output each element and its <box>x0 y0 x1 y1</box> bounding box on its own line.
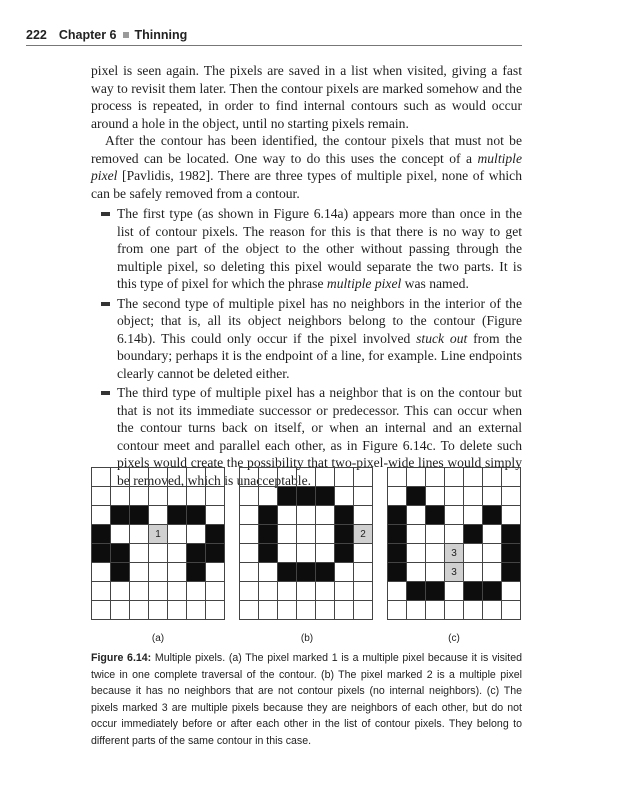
background-pixel <box>483 601 502 620</box>
background-pixel <box>445 601 464 620</box>
background-pixel <box>168 582 187 601</box>
marked-pixel: 3 <box>445 563 464 582</box>
figure-label-a: (a) <box>151 633 165 644</box>
background-pixel <box>354 601 373 620</box>
object-pixel <box>259 506 278 525</box>
background-pixel <box>316 582 335 601</box>
background-pixel <box>187 582 206 601</box>
running-header <box>26 28 522 42</box>
background-pixel <box>92 563 111 582</box>
background-pixel <box>388 582 407 601</box>
object-pixel <box>426 582 445 601</box>
background-pixel <box>149 468 168 487</box>
background-pixel <box>130 582 149 601</box>
background-pixel <box>407 525 426 544</box>
background-pixel <box>388 487 407 506</box>
background-pixel <box>149 601 168 620</box>
background-pixel <box>297 468 316 487</box>
figure-caption <box>91 650 522 749</box>
background-pixel <box>259 601 278 620</box>
background-pixel <box>130 468 149 487</box>
list-item: The second type of multiple pixel has no neighbors in the interior of the object; that is, all its object neighbors belong to the contour (Figure 6.14b). This could only occur if the pixel involved stuck out from the boundary; perhaps it is the endpoint of a line, for example. Line endpoints clearly cannot be deleted either. <box>91 295 522 383</box>
object-pixel <box>259 544 278 563</box>
background-pixel <box>445 468 464 487</box>
background-pixel <box>426 468 445 487</box>
caption-text: Multiple pixels. (a) The pixel marked 1 is a multiple pixel because it is visited twice in one complete traversal of the contour. (b) The pixel marked 2 is a multiple pixel because it has no neighbors that are not contour pixels (no internal neighbors). (c) The pixels marked 3 are multiple pixels because they are neighbors of each other, but do not occur immediately before or after each other in the list of contour pixels. They belong to different parts of the same contour in this case. <box>91 652 522 747</box>
background-pixel <box>445 582 464 601</box>
marked-pixel: 1 <box>149 525 168 544</box>
background-pixel <box>502 582 521 601</box>
background-pixel <box>297 525 316 544</box>
background-pixel <box>502 487 521 506</box>
background-pixel <box>240 563 259 582</box>
separator-square-icon <box>123 32 129 38</box>
background-pixel <box>502 506 521 525</box>
background-pixel <box>111 468 130 487</box>
marked-pixel: 2 <box>354 525 373 544</box>
paragraph-1: pixel is seen again. The pixels are saved in a list when visited, giving a fast way to revisit them later. Then the contour pixels are marked somehow and the process is repeated, in order to find internal contours such as would occur around a hole in the object, until no starting pixels remain. <box>91 63 522 131</box>
background-pixel <box>445 525 464 544</box>
background-pixel <box>149 506 168 525</box>
background-pixel <box>407 601 426 620</box>
background-pixel <box>354 468 373 487</box>
background-pixel <box>297 506 316 525</box>
background-pixel <box>240 582 259 601</box>
background-pixel <box>187 525 206 544</box>
background-pixel <box>111 582 130 601</box>
background-pixel <box>206 601 225 620</box>
background-pixel <box>259 582 278 601</box>
background-pixel <box>278 468 297 487</box>
background-pixel <box>464 487 483 506</box>
object-pixel <box>130 506 149 525</box>
object-pixel <box>187 506 206 525</box>
background-pixel <box>464 468 483 487</box>
background-pixel <box>259 468 278 487</box>
object-pixel <box>92 525 111 544</box>
background-pixel <box>130 544 149 563</box>
background-pixel <box>464 563 483 582</box>
list-item: The third type of multiple pixel has a neighbor that is on the contour but that is not its immediate successor or predecessor. This can occur when the contour turns back on itself, or when an internal and an external contour meet and parallel each other, as in Figure 6.14c. To delete such pixels would create the possibility that two-pixel-wide lines would simply be removed, which is unacceptable. <box>91 384 522 489</box>
background-pixel <box>316 544 335 563</box>
bullet-list <box>91 205 522 489</box>
object-pixel <box>464 582 483 601</box>
background-pixel <box>335 487 354 506</box>
figure-label-c: (c) <box>448 633 460 644</box>
background-pixel <box>407 563 426 582</box>
background-pixel <box>354 563 373 582</box>
page-number: 222 <box>26 28 47 42</box>
background-pixel <box>92 506 111 525</box>
background-pixel <box>111 525 130 544</box>
background-pixel <box>168 601 187 620</box>
background-pixel <box>111 487 130 506</box>
background-pixel <box>130 601 149 620</box>
background-pixel <box>464 601 483 620</box>
background-pixel <box>426 601 445 620</box>
background-pixel <box>149 544 168 563</box>
background-pixel <box>278 582 297 601</box>
background-pixel <box>316 525 335 544</box>
background-pixel <box>426 544 445 563</box>
background-pixel <box>92 582 111 601</box>
object-pixel <box>278 563 297 582</box>
background-pixel <box>278 601 297 620</box>
background-pixel <box>259 563 278 582</box>
background-pixel <box>206 468 225 487</box>
object-pixel <box>388 563 407 582</box>
background-pixel <box>240 601 259 620</box>
object-pixel <box>426 506 445 525</box>
background-pixel <box>240 525 259 544</box>
background-pixel <box>168 563 187 582</box>
background-pixel <box>206 563 225 582</box>
background-pixel <box>130 525 149 544</box>
object-pixel <box>316 563 335 582</box>
background-pixel <box>92 468 111 487</box>
caption-label: Figure 6.14: <box>91 652 152 664</box>
background-pixel <box>206 506 225 525</box>
object-pixel <box>483 506 502 525</box>
background-pixel <box>445 487 464 506</box>
background-pixel <box>483 563 502 582</box>
object-pixel <box>502 525 521 544</box>
object-pixel <box>168 506 187 525</box>
background-pixel <box>240 544 259 563</box>
background-pixel <box>316 468 335 487</box>
object-pixel <box>92 544 111 563</box>
background-pixel <box>92 601 111 620</box>
chapter-label: Chapter 6 <box>58 28 117 42</box>
background-pixel <box>407 544 426 563</box>
header-rule <box>26 45 522 46</box>
object-pixel <box>206 525 225 544</box>
background-pixel <box>483 525 502 544</box>
object-pixel <box>502 544 521 563</box>
object-pixel <box>335 525 354 544</box>
background-pixel <box>240 468 259 487</box>
background-pixel <box>130 487 149 506</box>
background-pixel <box>407 506 426 525</box>
background-pixel <box>111 601 130 620</box>
background-pixel <box>168 487 187 506</box>
background-pixel <box>316 601 335 620</box>
background-pixel <box>316 506 335 525</box>
object-pixel <box>187 544 206 563</box>
marked-pixel: 3 <box>445 544 464 563</box>
object-pixel <box>111 563 130 582</box>
object-pixel <box>278 487 297 506</box>
object-pixel <box>483 582 502 601</box>
background-pixel <box>354 544 373 563</box>
background-pixel <box>278 525 297 544</box>
pixel-grid-b <box>239 467 373 620</box>
background-pixel <box>464 544 483 563</box>
section-label: Thinning <box>134 28 188 42</box>
background-pixel <box>240 506 259 525</box>
background-pixel <box>483 544 502 563</box>
object-pixel <box>297 487 316 506</box>
object-pixel <box>335 506 354 525</box>
background-pixel <box>407 468 426 487</box>
background-pixel <box>426 487 445 506</box>
background-pixel <box>502 601 521 620</box>
background-pixel <box>149 563 168 582</box>
object-pixel <box>407 582 426 601</box>
paragraph-2: After the contour has been identified, the contour pixels that must not be removed can be located. One way to do this uses the concept of a multiple pixel [Pavlidis, 1982]. There are three types of multiple pixel, none of which can be safely removed from a contour. <box>91 133 522 201</box>
body-text <box>91 62 522 491</box>
background-pixel <box>149 487 168 506</box>
figure-label-b: (b) <box>300 633 314 644</box>
background-pixel <box>335 468 354 487</box>
object-pixel <box>335 544 354 563</box>
background-pixel <box>187 601 206 620</box>
object-pixel <box>111 544 130 563</box>
background-pixel <box>206 582 225 601</box>
object-pixel <box>206 544 225 563</box>
object-pixel <box>297 563 316 582</box>
background-pixel <box>259 487 278 506</box>
background-pixel <box>168 525 187 544</box>
background-pixel <box>464 506 483 525</box>
background-pixel <box>149 582 168 601</box>
background-pixel <box>388 468 407 487</box>
pixel-grid-a <box>91 467 225 620</box>
background-pixel <box>206 487 225 506</box>
background-pixel <box>92 487 111 506</box>
object-pixel <box>111 506 130 525</box>
background-pixel <box>240 487 259 506</box>
object-pixel <box>464 525 483 544</box>
background-pixel <box>335 601 354 620</box>
background-pixel <box>297 601 316 620</box>
background-pixel <box>426 563 445 582</box>
object-pixel <box>388 506 407 525</box>
background-pixel <box>426 525 445 544</box>
pixel-grid-c <box>387 467 521 620</box>
background-pixel <box>187 487 206 506</box>
background-pixel <box>483 487 502 506</box>
background-pixel <box>168 544 187 563</box>
background-pixel <box>388 601 407 620</box>
background-pixel <box>335 563 354 582</box>
object-pixel <box>388 525 407 544</box>
background-pixel <box>297 544 316 563</box>
background-pixel <box>502 468 521 487</box>
background-pixel <box>483 468 502 487</box>
object-pixel <box>187 563 206 582</box>
background-pixel <box>187 468 206 487</box>
background-pixel <box>354 487 373 506</box>
background-pixel <box>297 582 316 601</box>
background-pixel <box>354 582 373 601</box>
background-pixel <box>278 506 297 525</box>
object-pixel <box>388 544 407 563</box>
object-pixel <box>259 525 278 544</box>
background-pixel <box>354 506 373 525</box>
background-pixel <box>168 468 187 487</box>
term-multiple-pixel: multiple pixel <box>91 150 522 183</box>
background-pixel <box>445 506 464 525</box>
object-pixel <box>407 487 426 506</box>
object-pixel <box>316 487 335 506</box>
background-pixel <box>335 582 354 601</box>
object-pixel <box>502 563 521 582</box>
background-pixel <box>278 544 297 563</box>
background-pixel <box>130 563 149 582</box>
list-item: The first type (as shown in Figure 6.14a) appears more than once in the list of contour pixels. The reason for this is that there is no way to get from one part of the object to the other without passing through the multiple pixel, so deleting this pixel would separate the two parts. It is this type of pixel for which the phrase multiple pixel was named. <box>91 205 522 293</box>
